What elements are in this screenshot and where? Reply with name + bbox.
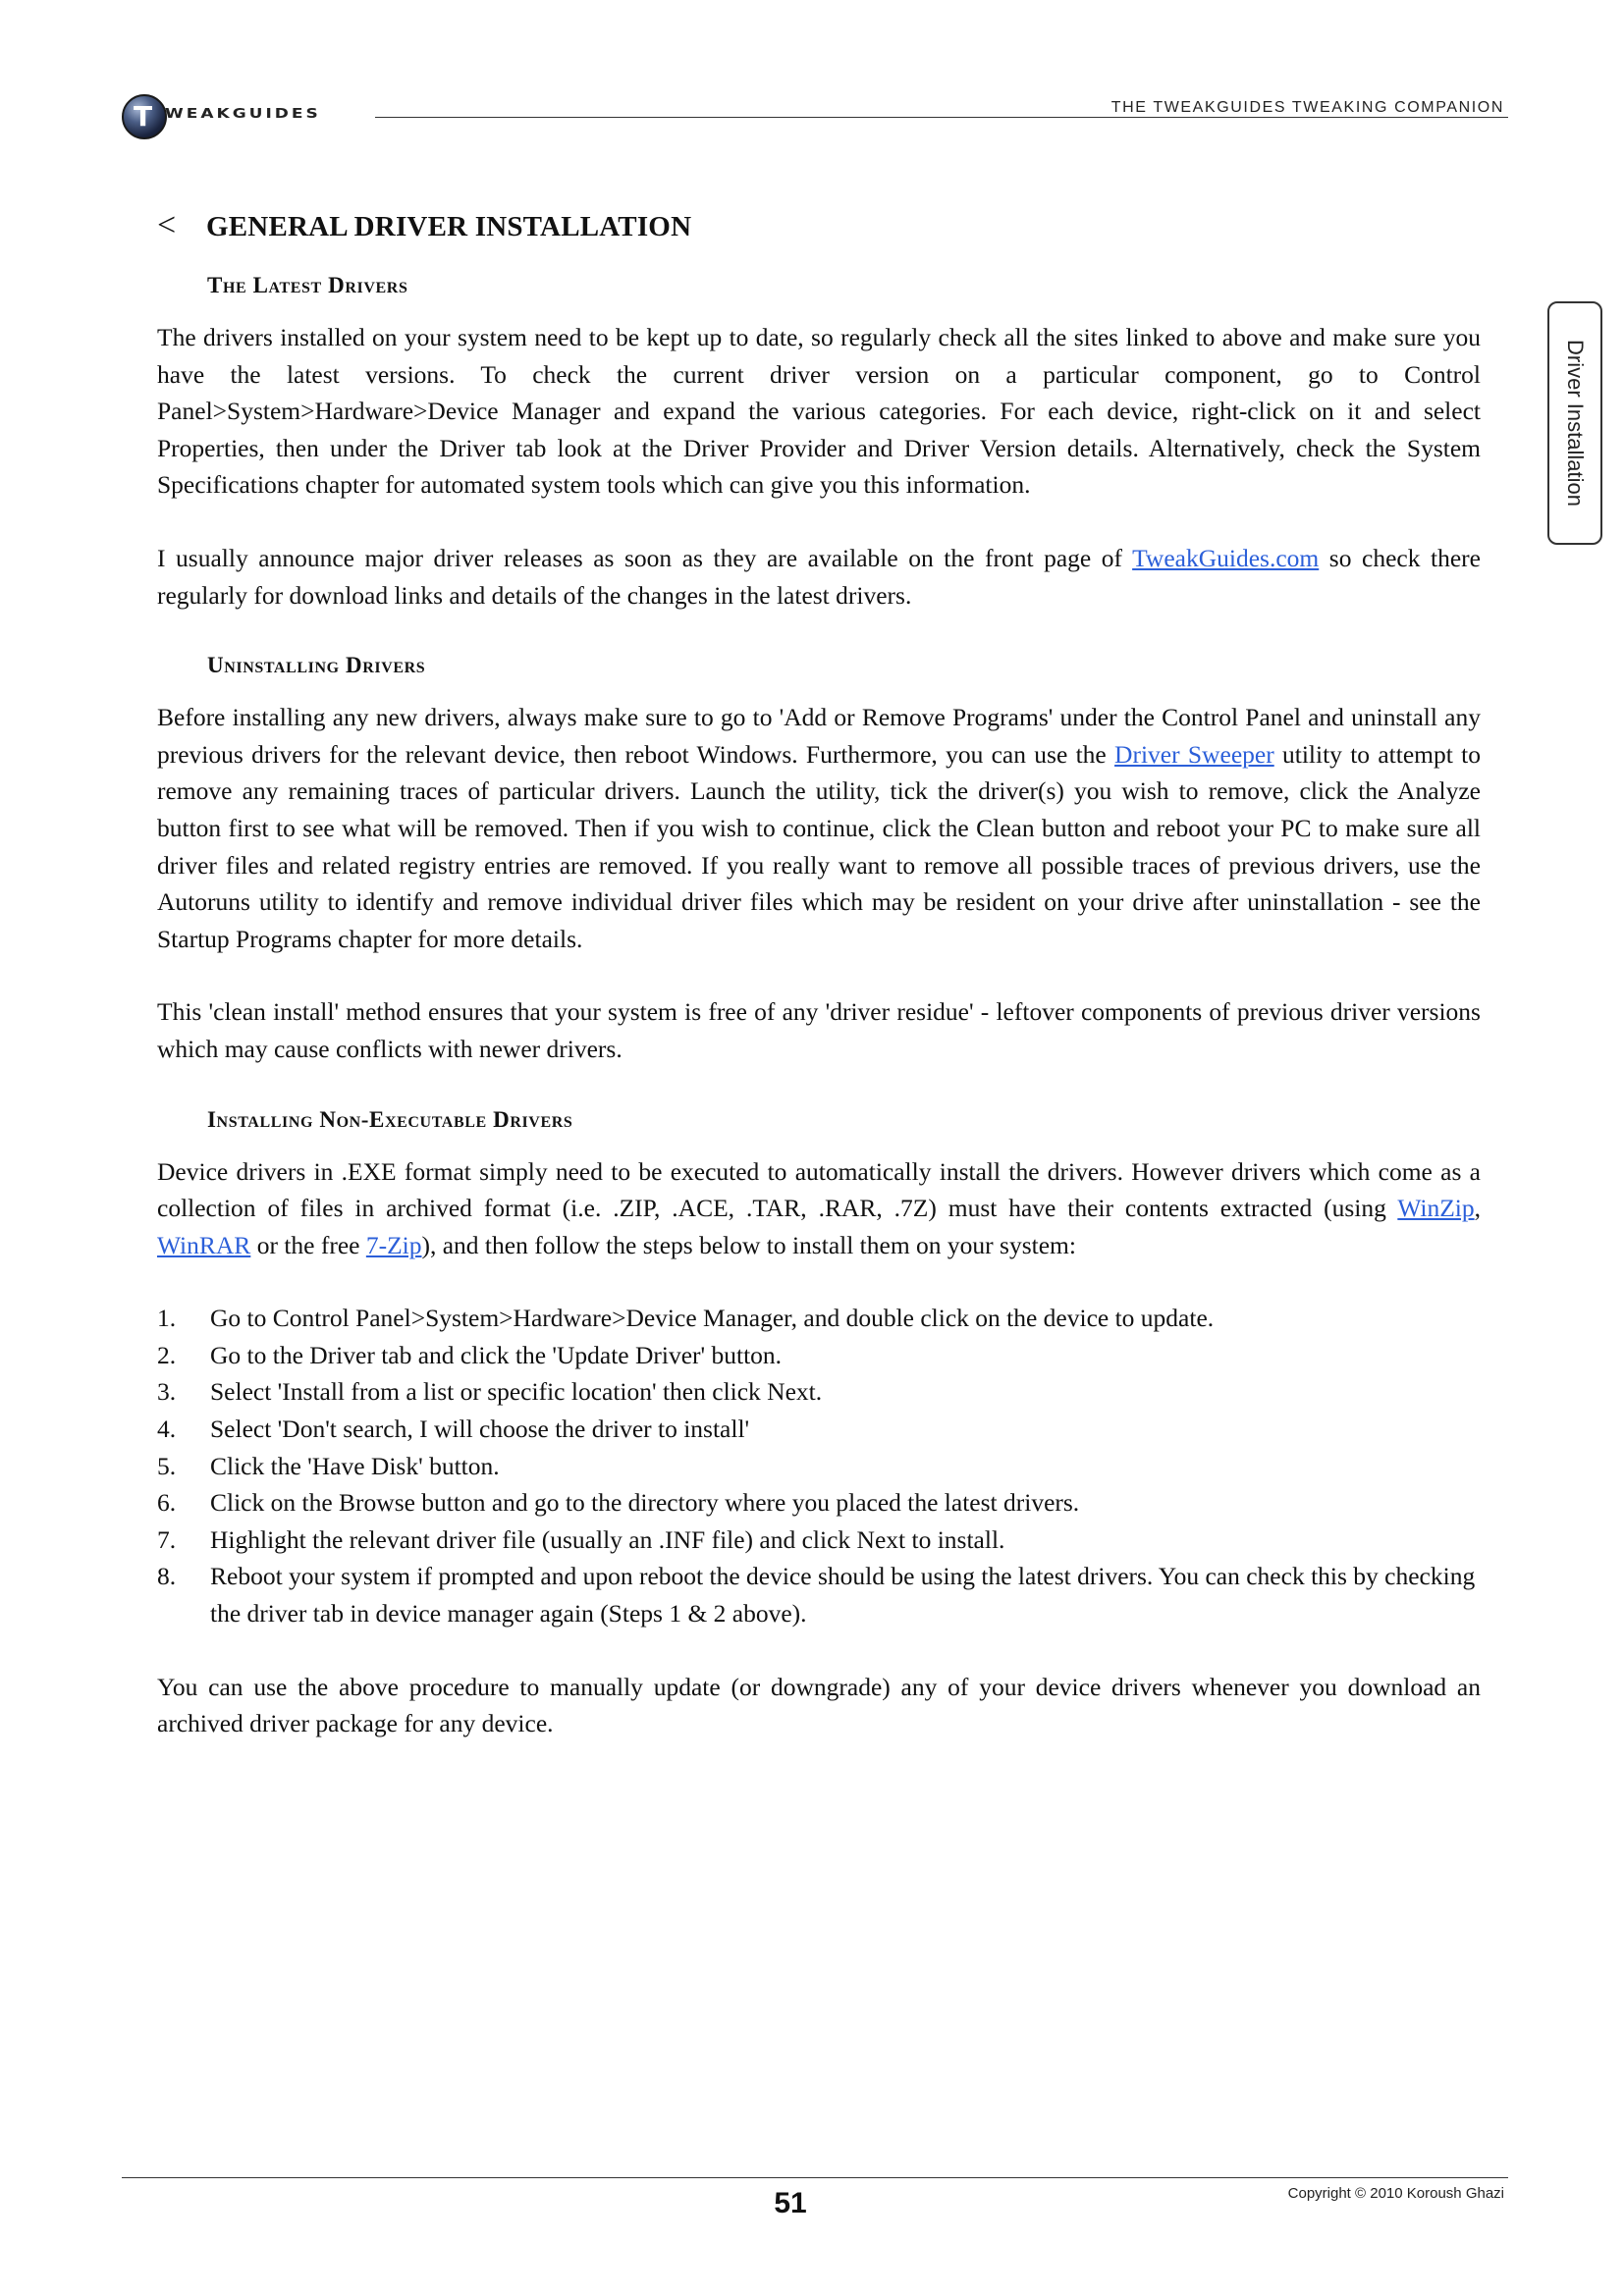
- section-title: < GENERAL DRIVER INSTALLATION: [157, 207, 692, 243]
- tweakguides-link[interactable]: TweakGuides.com: [1132, 543, 1320, 572]
- paragraph-latest-drivers-2: I usually announce major driver releases as soon as they are available on the front page of TweakGuides.com so check there regularly for download links and details of the changes in the latest drivers.: [157, 543, 1481, 610]
- copyright-notice: Copyright © 2010 Koroush Ghazi: [1287, 2185, 1504, 2202]
- chevron-left-icon: <: [157, 207, 177, 243]
- subheading-non-executable-drivers: Installing Non-Executable Drivers: [207, 1106, 573, 1132]
- list-item: 6. Click on the Browse button and go to the directory where you placed the latest drivers.: [157, 1488, 1080, 1518]
- tweakguides-logo: [122, 94, 367, 143]
- list-item: 5. Click the 'Have Disk' button.: [157, 1451, 500, 1480]
- chapter-side-tab-label: Driver Installation: [1563, 340, 1588, 507]
- list-item: 2. Go to the Driver tab and click the 'Update Driver' button.: [157, 1340, 783, 1369]
- running-header: THE TWEAKGUIDES TWEAKING COMPANION: [1110, 99, 1504, 116]
- list-item: 1. Go to Control Panel>System>Hardware>Device Manager, and double click on the device to update.: [157, 1304, 1215, 1333]
- chapter-side-tab: [1547, 301, 1602, 545]
- paragraph-uninstalling-2: This 'clean install' method ensures that your system is free of any 'driver residue' - leftover components of previous driver versions which may cause conflicts with newer drivers.: [157, 997, 1481, 1063]
- winrar-link[interactable]: WinRAR: [157, 1230, 251, 1259]
- install-steps-list: [157, 1300, 1481, 1631]
- winzip-link[interactable]: WinZip: [1397, 1194, 1475, 1223]
- list-item: 8. Reboot your system if prompted and upon reboot the device should be using the latest drivers. You can check this by checking the driver tab in device manager again (Steps 1 & 2 above).: [157, 1562, 1476, 1629]
- logo-globe-icon: T: [122, 94, 167, 139]
- footer-divider: [122, 2177, 1508, 2178]
- paragraph-non-executable-1: Device drivers in .EXE format simply need to be executed to automatically install the drivers. However drivers which come as a collection of files in archived format (i.e. .ZIP, .ACE, .TAR, .RAR, .7Z) must have their contents extracted (using WinZip, WinRAR or the free 7-Zip), and then follow the steps below to install them on your system:: [157, 1156, 1481, 1259]
- list-item: 7. Highlight the relevant driver file (usually an .INF file) and click Next to install.: [157, 1524, 1005, 1554]
- logo-wordmark: WEAKGUIDES: [165, 106, 321, 122]
- paragraph-closing: You can use the above procedure to manually update (or downgrade) any of your device drivers whenever you download an archived driver package for any device.: [157, 1672, 1481, 1738]
- page-content: [157, 206, 1481, 1779]
- paragraph-uninstalling-1: Before installing any new drivers, always make sure to go to 'Add or Remove Programs' under the Control Panel and uninstall any previous drivers for the relevant device, then reboot Windows. Furthermore, you can use the Driver Sweeper utility to attempt to remove any remaining traces of particular drivers. Launch the utility, tick the driver(s) you wish to remove, click the Analyze button first to see what will be removed. Then if you wish to continue, click the Clean button and reboot your PC to make sure all driver files and related registry entries are removed. If you really want to remove all possible traces of previous drivers, use the Autoruns utility to identify and remove individual driver files which may be resident on your drive after uninstallation - see the Startup Programs chapter for more details.: [157, 703, 1481, 953]
- 7zip-link[interactable]: 7-Zip: [365, 1230, 422, 1259]
- page-number: 51: [774, 2187, 807, 2219]
- list-item: 3. Select 'Install from a list or specific location' then click Next.: [157, 1377, 823, 1407]
- subheading-uninstalling-drivers: Uninstalling Drivers: [207, 653, 426, 678]
- subheading-latest-drivers: The Latest Drivers: [207, 273, 408, 297]
- header-divider: [375, 117, 1508, 118]
- list-item: 4. Select 'Don't search, I will choose the driver to install': [157, 1415, 750, 1444]
- driver-sweeper-link[interactable]: Driver Sweeper: [1114, 739, 1274, 769]
- paragraph-latest-drivers-1: The drivers installed on your system need to be kept up to date, so regularly check all the sites linked to above and make sure you have the latest versions. To check the current driver version on a particular component, go to Control Panel>System>Hardware>Device Manager and expand the various categories. For each device, right-click on it and select Properties, then under the Driver tab look at the Driver Provider and Driver Version details. Alternatively, check the System Specifications chapter for automated system tools which can give you this information.: [157, 323, 1481, 500]
